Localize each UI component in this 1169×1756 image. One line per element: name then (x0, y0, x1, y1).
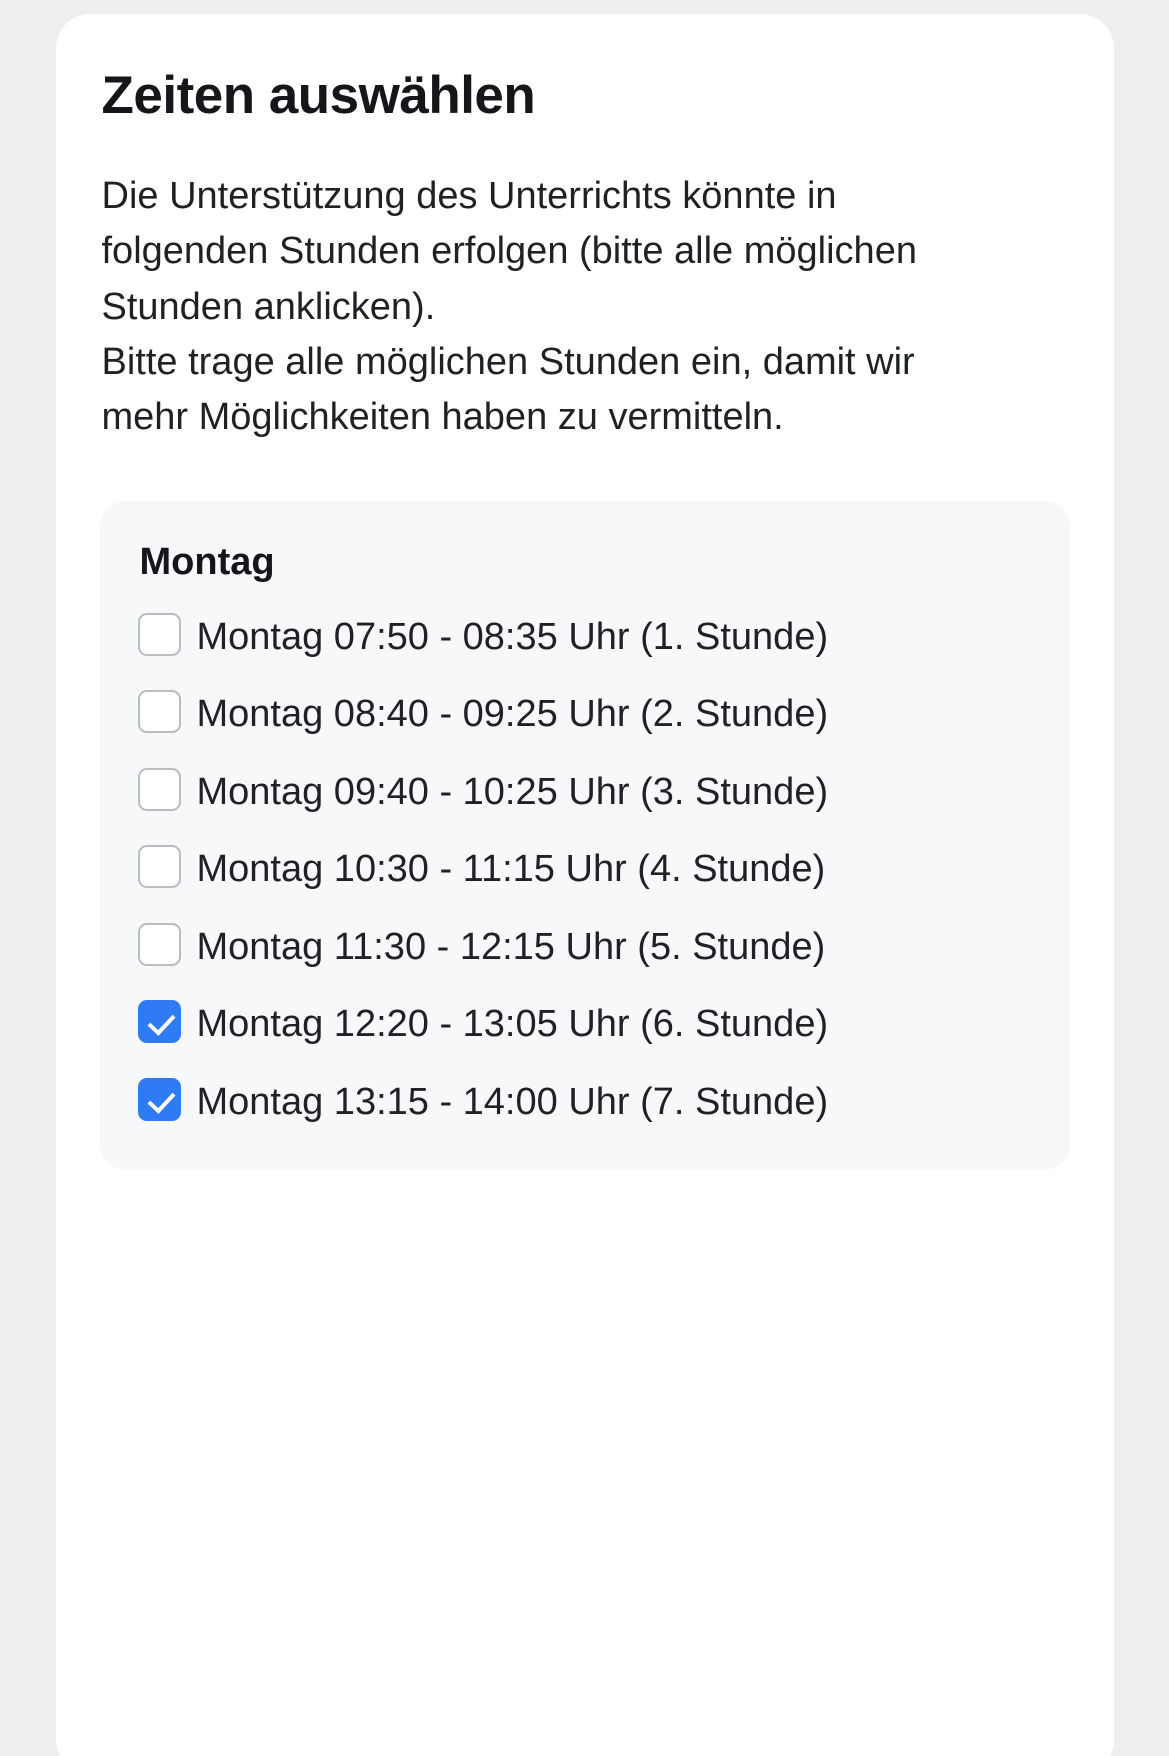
slot-label: Montag 13:15 - 14:00 Uhr (7. Stunde) (196, 1080, 829, 1123)
intro-paragraph-1: Die Unterstützung des Unterrichts könnte in folgenden Stunden erfolgen (bitte alle möglichen Stunden anklicken). (101, 175, 917, 328)
intro-paragraph-2: Bitte trage alle möglichen Stunden ein, damit wir mehr Möglichkeiten haben zu vermitteln. (101, 340, 915, 438)
checkbox-icon[interactable] (138, 923, 181, 966)
slot-label: Montag 11:30 - 12:15 Uhr (5. Stunde) (196, 925, 826, 968)
slot-row[interactable] (138, 687, 1032, 742)
checkbox-checked-icon[interactable] (138, 1000, 181, 1043)
form-card (56, 14, 1114, 1756)
checkbox-icon[interactable] (138, 613, 181, 656)
day-panel-title: Montag (139, 540, 275, 583)
slot-label: Montag 12:20 - 13:05 Uhr (6. Stunde) (196, 1003, 829, 1046)
intro-text (102, 169, 1002, 444)
slot-label: Montag 08:40 - 09:25 Uhr (2. Stunde) (196, 693, 829, 736)
checkbox-checked-icon[interactable] (138, 1078, 181, 1121)
page-title: Zeiten auswählen (101, 66, 536, 125)
slot-row[interactable] (138, 997, 1032, 1052)
slot-row[interactable] (138, 842, 1032, 897)
slot-row[interactable] (138, 765, 1032, 820)
day-panel-montag (100, 501, 1070, 1170)
slot-row[interactable] (138, 920, 1032, 975)
checkbox-icon[interactable] (138, 768, 181, 811)
slot-label: Montag 07:50 - 08:35 Uhr (1. Stunde) (196, 615, 829, 658)
checkbox-icon[interactable] (138, 845, 181, 888)
slot-row[interactable] (138, 1075, 1032, 1130)
checkbox-icon[interactable] (138, 690, 181, 733)
slot-row[interactable] (138, 610, 1032, 665)
slot-label: Montag 10:30 - 11:15 Uhr (4. Stunde) (196, 848, 826, 891)
slot-label: Montag 09:40 - 10:25 Uhr (3. Stunde) (196, 770, 829, 813)
